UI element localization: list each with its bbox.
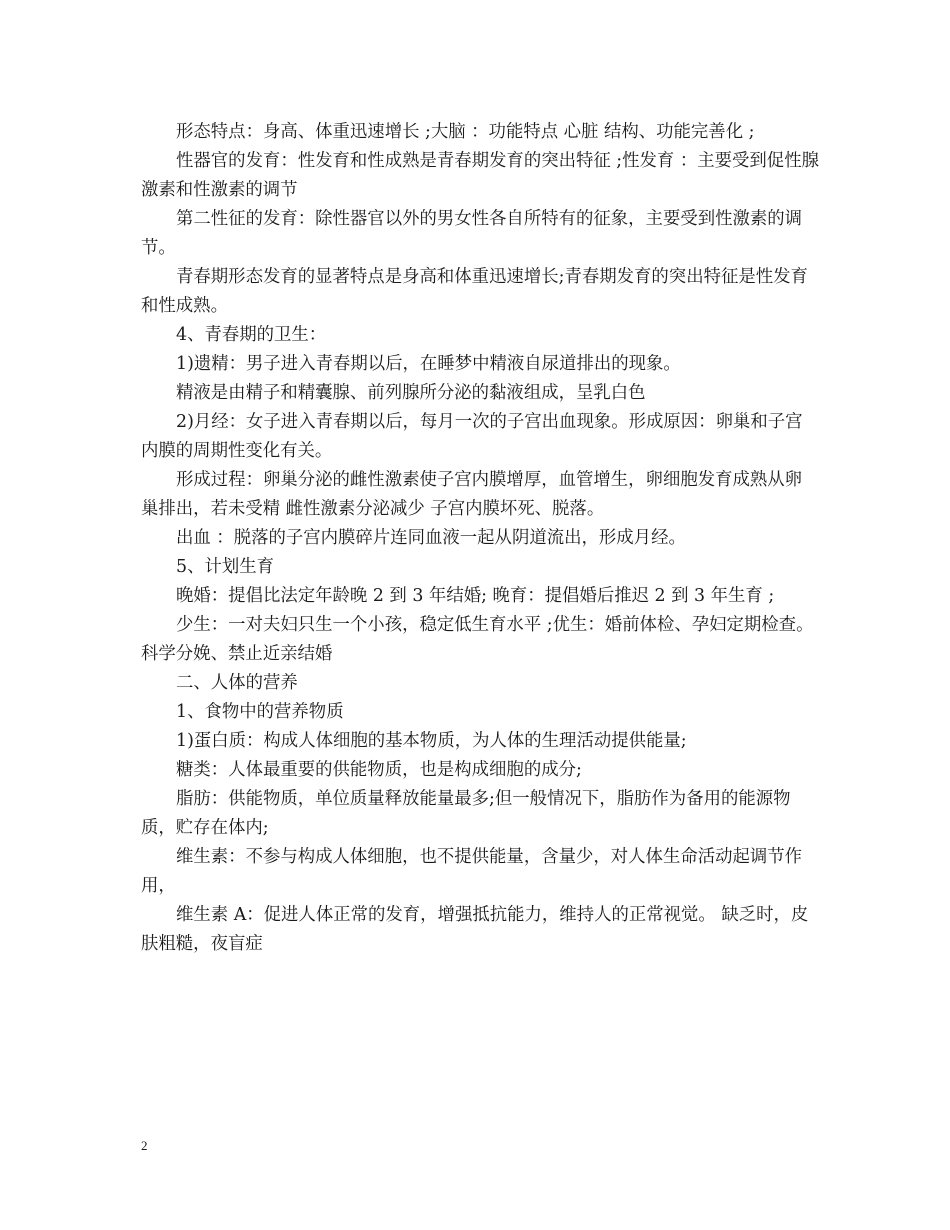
paragraph: 精液是由精子和精囊腺、前列腺所分泌的黏液组成，呈乳白色 <box>176 383 646 403</box>
paragraph: 2)月经：女子进入青春期以后，每月一次的子宫出血现象。形成原因：卵巢和子宫内膜的周期性变化有关。 <box>141 412 803 461</box>
paragraph: 晚婚：提倡比法定年龄晚 2 到 3 年结婚; 晚育：提倡婚后推迟 2 到 3 年生育 ; <box>176 586 775 606</box>
paragraph: 1)蛋白质：构成人体细胞的基本物质，为人体的生理活动提供能量; <box>176 731 687 751</box>
paragraph: 维生素 A：促进人体正常的发育，增强抵抗能力，维持人的正常视觉。 缺乏时，皮肤粗糙，夜盲症 <box>141 905 809 954</box>
paragraph: 性器官的发育：性发育和性成熟是青春期发育的突出特征 ;性发育 ：主要受到促性腺激素和性激素的调节 <box>141 151 819 200</box>
page-number: 2 <box>141 1138 148 1153</box>
paragraph: 糖类：人体最重要的供能物质，也是构成细胞的成分; <box>176 760 582 780</box>
paragraph: 1)遗精：男子进入青春期以后，在睡梦中精液自尿道排出的现象。 <box>176 354 681 374</box>
paragraph: 出血 ：脱落的子宫内膜碎片连同血液一起从阴道流出，形成月经。 <box>176 528 686 548</box>
chapter-heading: 二、人体的营养 <box>176 673 298 693</box>
paragraph: 青春期形态发育的显著特点是身高和体重迅速增长;青春期发育的突出特征是性发育和性成熟。 <box>141 267 808 316</box>
paragraph: 少生：一对夫妇只生一个小孩，稳定低生育水平 ;优生：婚前体检、孕妇定期检查。科学分娩、禁止近亲结婚 <box>141 615 814 664</box>
section-heading: 4、青春期的卫生： <box>176 325 327 345</box>
paragraph: 维生素：不参与构成人体细胞，也不提供能量，含量少，对人体生命活动起调节作用， <box>141 847 803 896</box>
section-heading: 5、计划生育 <box>176 557 275 577</box>
paragraph: 形态特点：身高、体重迅速增长 ;大脑 ：功能特点 心脏 结构、功能完善化 ; <box>176 122 755 142</box>
paragraph: 第二性征的发育：除性器官以外的男女性各自所特有的征象，主要受到性激素的调节。 <box>141 209 803 258</box>
document-body <box>141 118 819 959</box>
paragraph: 脂肪：供能物质，单位质量释放能量最多;但一般情况下，脂肪作为备用的能源物质，贮存在体内; <box>141 789 791 838</box>
paragraph: 形成过程：卵巢分泌的雌性激素使子宫内膜增厚，血管增生，卵细胞发育成熟从卵巢排出，若未受精 雌性激素分泌减少 子宫内膜坏死、脱落。 <box>141 470 803 519</box>
section-heading: 1、食物中的营养物质 <box>176 702 344 722</box>
